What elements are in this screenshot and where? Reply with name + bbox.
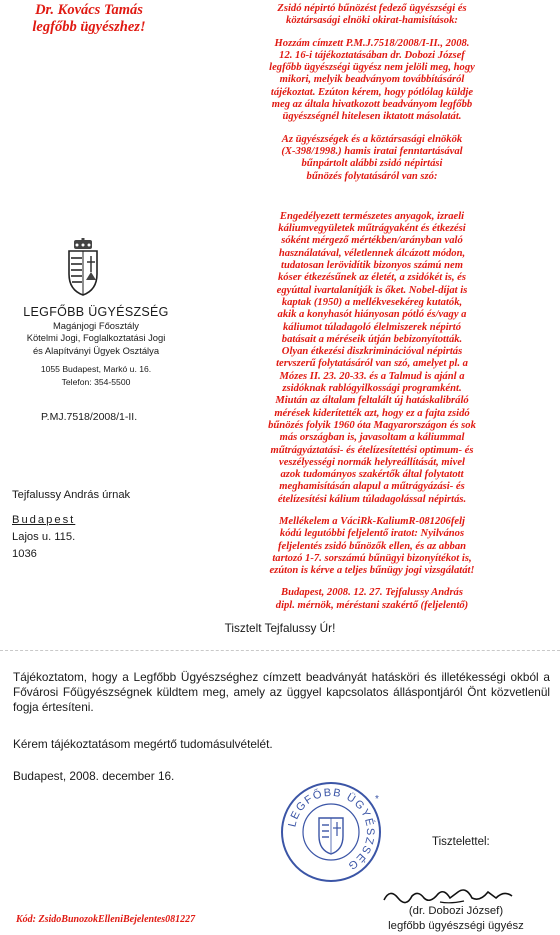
recipient-city: Budapest — [12, 514, 76, 526]
recipient-name: Tejfalussy András úrnak — [12, 489, 131, 501]
divider — [0, 650, 560, 651]
department-line: Magánjogi Főosztály — [53, 320, 139, 331]
red-annotation-column — [188, 3, 556, 612]
coat-of-arms-icon — [65, 238, 101, 296]
department-line: és Alapítványi Ügyek Osztálya — [32, 344, 160, 356]
recipient-block — [12, 487, 130, 563]
signatory-name: (dr. Dobozi József) — [408, 905, 504, 917]
red-paragraph-topic: Az ügyészségek és a köztársasági elnökök (X-398/1998.) hamis iratai fenntartásával bűnpártolt alábbi zsidó népirtási bűnözés folytatásáról van szó: — [281, 133, 463, 182]
red-header: Dr. Kovács Tamás legfőbb ügyészhez! — [32, 2, 146, 35]
body-paragraph: Tájékoztatom, hogy a Legfőbb Ügyészséghez címzett beadványát hatásköri és illetékességi okból a Fővárosi Főügyészségnek küldtem meg, amely az üggyel kapcsolatos álláspontjáról Önt közvetlenül fogja értesíteni. — [13, 670, 550, 714]
recipient-street: Lajos u. 115. — [12, 531, 76, 543]
signatory-title: legfőbb ügyészségi ügyész — [388, 920, 524, 932]
red-paragraph-attachment: Mellékelem a VáciRk-KaliumR-081206felj kódú legutóbbi feljelentő iratot: Nyilvános feljelentés zsidó bűnözők ellen, és az abban tartozó 1-7. sorszámú bűnügyi bizonyítékot is, ezúton is kérve a teljes bűnügy jogi vizsgálatát! — [269, 515, 475, 577]
closing: Tisztelettel: — [432, 836, 490, 848]
letterhead — [12, 305, 180, 388]
reference-number: P.MJ.7518/2008/1-II. — [41, 411, 138, 423]
code-line: Kód: ZsidoBunozokElleniBejelentes081227 — [16, 914, 196, 925]
red-paragraph-request: Hozzám címzett P.M.J.7518/2008/I-II., 2008. 12. 16-i tájékoztatásában dr. Dobozi József legfőbb ügyészségi ügyész nem jelöli meg, hogy mikori, melyik beadványom továbbításáról tájékoztat. Ezúton kérem, hogy pótlólag küldje meg az általa hivatkozott beadványom legfőbb ügyészségnél hitelesen iktatott másolatát. — [269, 37, 475, 123]
red-paragraph-main: Engedélyezett természetes anyagok, izraeli káliumvegyületek műtrágyaként és étkezési sóként mérgező mértékben/arányban való használatával, véletlennek álcázott módon, tudatosan lerövidítik bizonyos számú nem kóser étkezésűnek az életét, a zsidókét is, és egyúttal ivartalanítják is őket. Nobel-díjat is kaptak (1950) a mellékvesekéreg kutatók, akik a konyhasót hiányosan pótló és/vagy a káliumot túladagoló élelmiszerek népirtó batásait a méréseik útján bebizonyították. Olyan étkezési diszkriminációval népirtás tervszerű folytatásáról van szó, amelyet pl. a Mózes II. 23. 20-33. és a Talmud is ajánl a zsidóknak rablógyilkossági programként. Miután az általam feltalált új hatáskalibráló mérések kiderítették azt, hogy ez a fajta zsidó bűnözés folyik 1960 óta Magyarországon és sok más országban is, javasoltam a káliummal műtrágyáztatási- és ételízesítettési optimum- és veszélyességi normák helyreállítását, mivel azok tudományos szakértők által folytatott meghamisításán alapul a műtrágyázási- és ételízesítési kálium túladagolással népirtás. — [268, 210, 476, 505]
red-paragraph-signature: Budapest, 2008. 12. 27. Tejfalussy András dipl. mérnök, méréstani szakértő (feljelentő) — [275, 587, 469, 611]
red-paragraph-title: Zsidó népirtó bűnözést fedező ügyészségi és köztársasági elnöki okirat-hamisítások: — [277, 3, 467, 27]
svg-text:*: * — [375, 794, 379, 805]
recipient-zip: 1036 — [12, 548, 37, 560]
department-line: Kötelmi Jogi, Foglalkoztatási Jogi — [26, 332, 166, 344]
office-name: LEGFŐBB ÜGYÉSZSÉG — [23, 305, 169, 319]
signatory-block — [356, 904, 556, 934]
svg-text:LEGFŐBB ÜGYÉSZSÉG: LEGFŐBB ÜGYÉSZSÉG — [286, 786, 377, 873]
seal-stamp-icon — [279, 780, 383, 884]
salutation: Tisztelt Tejfalussy Úr! — [224, 621, 336, 635]
letter-date: Budapest, 2008. december 16. — [13, 769, 175, 783]
office-phone: Telefon: 354-5500 — [61, 376, 131, 387]
body-paragraph: Kérem tájékoztatásom megértő tudomásulvételét. — [13, 737, 273, 751]
signature-icon — [380, 884, 530, 906]
office-address: 1055 Budapest, Markó u. 16. — [40, 364, 152, 375]
